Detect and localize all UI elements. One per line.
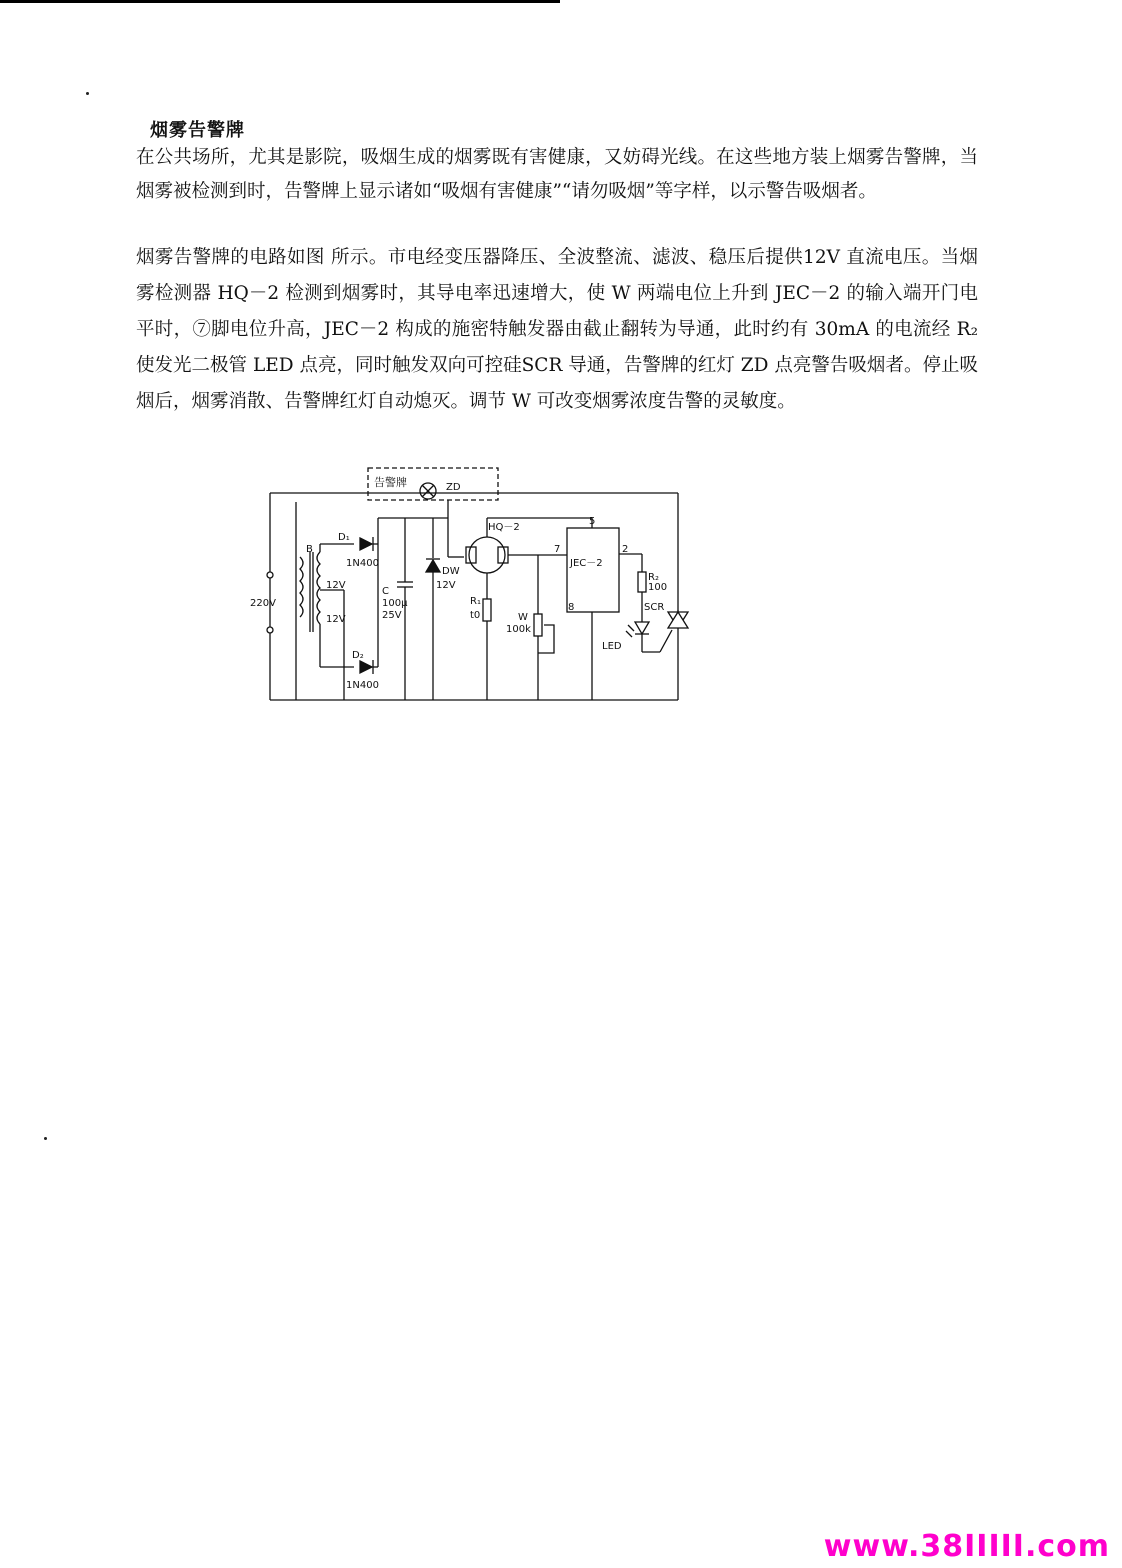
- scr-label: SCR: [644, 602, 665, 613]
- scan-speck: [86, 92, 89, 95]
- cap-label: C: [382, 586, 389, 597]
- pin8-label: 8: [568, 602, 575, 613]
- transformer-label: B: [306, 544, 313, 555]
- secondary-bottom-label: 12V: [326, 614, 346, 625]
- zener-label: DW: [442, 566, 460, 577]
- circuit-diagram: [250, 462, 692, 712]
- zener-voltage: 12V: [436, 580, 456, 591]
- sensor-label: HQ－2: [488, 522, 520, 533]
- r2-label: R₂: [648, 572, 659, 583]
- scan-speck: [44, 1137, 47, 1140]
- r1-label: R₁: [470, 596, 481, 607]
- paragraph-2: 烟雾告警牌的电路如图 所示。市电经变压器降压、全波整流、滤波、稳压后提供12V 直流电压。当烟雾检测器 HQ－2 检测到烟雾时，其导电率迅速增大，使 W 两端电位上升到 JEC－2 的输入端开门电平时，⑦脚电位升高，JEC－2 构成的施密特触发器由截止翻转为导通，此时约有 30mA 的电流经 R₂ 使发光二极管 LED 点亮，同时触发双向可控硅SCR 导通，告警牌的红灯 ZD 点亮警告吸烟者。停止吸烟后，烟雾消散、告警牌红灯自动熄灭。调节 W 可改变烟雾浓度告警的灵敏度。: [136, 247, 978, 412]
- pin5-label: 5: [589, 516, 596, 527]
- lamp-label: ZD: [446, 482, 461, 493]
- mains-label: 220V: [250, 598, 276, 609]
- r1-value: t0: [470, 610, 481, 621]
- pot-value: 100k: [506, 624, 531, 635]
- site-watermark: www.38IIIII.com: [823, 1529, 1110, 1564]
- paragraph-1: 在公共场所，尤其是影院，吸烟生成的烟雾既有害健康，又妨碍光线。在这些地方装上烟雾告警牌，当烟雾被检测到时，告警牌上显示诸如“吸烟有害健康”“请勿吸烟”等字样，以示警告吸烟者。: [136, 147, 978, 202]
- top-rule: [0, 0, 560, 3]
- ic-label: JEC－2: [570, 558, 603, 569]
- led-label: LED: [602, 641, 622, 652]
- pot-label: W: [518, 612, 528, 623]
- sign-label: 告警牌: [374, 476, 407, 489]
- d1-label: D₁: [338, 532, 350, 543]
- r2-value: 100: [648, 582, 668, 593]
- d2-label: D₂: [352, 650, 364, 661]
- d1-part: 1N400: [346, 558, 379, 569]
- pin7-label: 7: [554, 544, 561, 555]
- article-title: 烟雾告警牌: [150, 120, 245, 141]
- pin2-label: 2: [622, 544, 629, 555]
- secondary-top-label: 12V: [326, 580, 346, 591]
- cap-value: 100μ: [382, 598, 408, 609]
- d2-part: 1N400: [346, 680, 379, 691]
- cap-voltage: 25V: [382, 610, 402, 621]
